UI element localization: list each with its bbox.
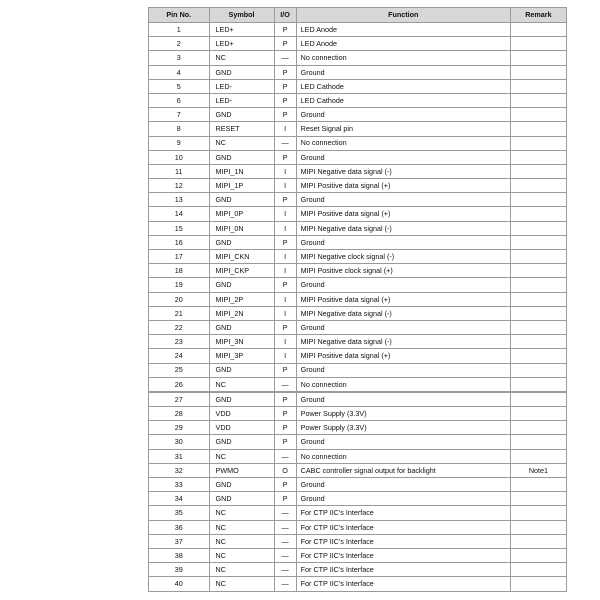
io-cell: P <box>274 93 296 107</box>
pin-number-cell: 36 <box>149 520 210 534</box>
table-row <box>149 449 567 463</box>
symbol-cell: LED+ <box>209 37 274 51</box>
table-row <box>149 363 567 377</box>
function-cell: LED Cathode <box>296 79 510 93</box>
remark-cell <box>510 150 566 164</box>
table-row <box>149 421 567 435</box>
io-cell: P <box>274 37 296 51</box>
function-cell: Ground <box>296 435 510 449</box>
symbol-cell: VDD <box>209 421 274 435</box>
function-cell: Ground <box>296 193 510 207</box>
io-cell: — <box>274 577 296 591</box>
pin-number-cell: 34 <box>149 492 210 506</box>
function-cell: MIPI Negative data signal (-) <box>296 221 510 235</box>
table-row <box>149 278 567 292</box>
symbol-cell: MIPI_2P <box>209 292 274 306</box>
pin-number-cell: 27 <box>149 392 210 407</box>
symbol-cell: NC <box>209 520 274 534</box>
io-cell: P <box>274 235 296 249</box>
function-cell: MIPI Negative clock signal (-) <box>296 250 510 264</box>
symbol-cell: MIPI_3N <box>209 335 274 349</box>
function-cell: No connection <box>296 51 510 65</box>
symbol-cell: NC <box>209 563 274 577</box>
pin-number-cell: 5 <box>149 79 210 93</box>
remark-cell <box>510 435 566 449</box>
function-cell: MIPI Negative data signal (-) <box>296 335 510 349</box>
remark-cell <box>510 278 566 292</box>
table-row <box>149 349 567 363</box>
table-row <box>149 179 567 193</box>
symbol-cell: MIPI_3P <box>209 349 274 363</box>
pin-number-cell: 30 <box>149 435 210 449</box>
table-body <box>149 23 567 592</box>
function-cell: MIPI Positive data signal (+) <box>296 292 510 306</box>
table-row <box>149 150 567 164</box>
remark-cell <box>510 548 566 562</box>
function-cell: No connection <box>296 377 510 392</box>
table-row <box>149 51 567 65</box>
table-row <box>149 563 567 577</box>
function-cell: Ground <box>296 478 510 492</box>
function-cell: LED Cathode <box>296 93 510 107</box>
table-row <box>149 193 567 207</box>
table-row <box>149 548 567 562</box>
symbol-cell: GND <box>209 193 274 207</box>
function-cell: LED Anode <box>296 23 510 37</box>
symbol-cell: MIPI_1P <box>209 179 274 193</box>
table-row <box>149 306 567 320</box>
table-row <box>149 335 567 349</box>
pin-assignment-table <box>148 7 567 592</box>
pin-number-cell: 23 <box>149 335 210 349</box>
remark-cell <box>510 164 566 178</box>
pin-number-cell: 16 <box>149 235 210 249</box>
remark-cell <box>510 335 566 349</box>
table-row <box>149 136 567 150</box>
table-row <box>149 23 567 37</box>
symbol-cell: GND <box>209 278 274 292</box>
io-cell: P <box>274 108 296 122</box>
io-cell: P <box>274 363 296 377</box>
symbol-cell: MIPI_2N <box>209 306 274 320</box>
io-cell: — <box>274 506 296 520</box>
remark-cell <box>510 108 566 122</box>
symbol-cell: GND <box>209 392 274 407</box>
io-cell: O <box>274 463 296 477</box>
pin-number-cell: 13 <box>149 193 210 207</box>
table-header-row <box>149 8 567 23</box>
table-row <box>149 122 567 136</box>
pin-number-cell: 1 <box>149 23 210 37</box>
symbol-cell: GND <box>209 363 274 377</box>
pin-number-cell: 21 <box>149 306 210 320</box>
remark-cell <box>510 207 566 221</box>
table-row <box>149 407 567 421</box>
table-row <box>149 577 567 591</box>
io-cell: P <box>274 392 296 407</box>
pin-number-cell: 6 <box>149 93 210 107</box>
symbol-cell: NC <box>209 51 274 65</box>
function-cell: Ground <box>296 65 510 79</box>
io-cell: — <box>274 449 296 463</box>
symbol-cell: MIPI_0N <box>209 221 274 235</box>
function-cell: Power Supply (3.3V) <box>296 407 510 421</box>
remark-cell <box>510 320 566 334</box>
io-cell: P <box>274 421 296 435</box>
remark-cell <box>510 51 566 65</box>
io-cell: P <box>274 65 296 79</box>
symbol-cell: GND <box>209 435 274 449</box>
io-cell: — <box>274 377 296 392</box>
pin-number-cell: 25 <box>149 363 210 377</box>
io-cell: P <box>274 478 296 492</box>
remark-cell <box>510 421 566 435</box>
io-cell: — <box>274 136 296 150</box>
symbol-cell: MIPI_CKP <box>209 264 274 278</box>
symbol-cell: GND <box>209 478 274 492</box>
remark-cell <box>510 534 566 548</box>
symbol-cell: MIPI_1N <box>209 164 274 178</box>
symbol-cell: PWMO <box>209 463 274 477</box>
remark-cell <box>510 478 566 492</box>
io-cell: P <box>274 492 296 506</box>
remark-cell <box>510 506 566 520</box>
pin-assignment-table-container <box>148 7 567 592</box>
remark-cell <box>510 37 566 51</box>
symbol-cell: LED+ <box>209 23 274 37</box>
io-cell: I <box>274 250 296 264</box>
remark-cell <box>510 93 566 107</box>
io-cell: I <box>274 335 296 349</box>
function-cell: MIPI Negative data signal (-) <box>296 306 510 320</box>
function-cell: No connection <box>296 449 510 463</box>
table-row <box>149 65 567 79</box>
table-row <box>149 108 567 122</box>
io-cell: I <box>274 207 296 221</box>
pin-number-cell: 4 <box>149 65 210 79</box>
table-row <box>149 264 567 278</box>
io-cell: I <box>274 179 296 193</box>
io-cell: — <box>274 520 296 534</box>
remark-cell <box>510 492 566 506</box>
pin-number-cell: 8 <box>149 122 210 136</box>
function-cell: For CTP IIC's Interface <box>296 577 510 591</box>
pin-number-cell: 22 <box>149 320 210 334</box>
pin-number-cell: 11 <box>149 164 210 178</box>
symbol-cell: NC <box>209 449 274 463</box>
header-symbol: Symbol <box>209 8 274 23</box>
symbol-cell: NC <box>209 506 274 520</box>
header-remark: Remark <box>510 8 566 23</box>
symbol-cell: NC <box>209 548 274 562</box>
table-row <box>149 392 567 407</box>
io-cell: — <box>274 563 296 577</box>
symbol-cell: MIPI_CKN <box>209 250 274 264</box>
remark-cell <box>510 363 566 377</box>
pin-number-cell: 18 <box>149 264 210 278</box>
pin-number-cell: 10 <box>149 150 210 164</box>
remark-cell <box>510 292 566 306</box>
pin-number-cell: 14 <box>149 207 210 221</box>
remark-cell <box>510 392 566 407</box>
function-cell: Ground <box>296 492 510 506</box>
table-row <box>149 250 567 264</box>
io-cell: I <box>274 349 296 363</box>
function-cell: Ground <box>296 235 510 249</box>
pin-number-cell: 40 <box>149 577 210 591</box>
table-row <box>149 435 567 449</box>
pin-number-cell: 24 <box>149 349 210 363</box>
function-cell: For CTP IIC's Interface <box>296 506 510 520</box>
io-cell: I <box>274 122 296 136</box>
remark-cell <box>510 250 566 264</box>
function-cell: Ground <box>296 392 510 407</box>
symbol-cell: GND <box>209 235 274 249</box>
table-row <box>149 463 567 477</box>
table-row <box>149 164 567 178</box>
pin-number-cell: 2 <box>149 37 210 51</box>
function-cell: LED Anode <box>296 37 510 51</box>
pin-number-cell: 35 <box>149 506 210 520</box>
function-cell: For CTP IIC's Interface <box>296 563 510 577</box>
table-row <box>149 221 567 235</box>
io-cell: P <box>274 435 296 449</box>
symbol-cell: MIPI_0P <box>209 207 274 221</box>
io-cell: P <box>274 320 296 334</box>
symbol-cell: NC <box>209 136 274 150</box>
io-cell: P <box>274 278 296 292</box>
io-cell: P <box>274 23 296 37</box>
pin-number-cell: 3 <box>149 51 210 65</box>
function-cell: MIPI Positive data signal (+) <box>296 179 510 193</box>
table-row <box>149 520 567 534</box>
function-cell: No connection <box>296 136 510 150</box>
remark-cell <box>510 235 566 249</box>
function-cell: For CTP IIC's Interface <box>296 534 510 548</box>
table-row <box>149 320 567 334</box>
table-row <box>149 207 567 221</box>
function-cell: MIPI Positive data signal (+) <box>296 349 510 363</box>
function-cell: MIPI Positive data signal (+) <box>296 207 510 221</box>
remark-cell <box>510 179 566 193</box>
function-cell: Ground <box>296 320 510 334</box>
io-cell: I <box>274 264 296 278</box>
pin-number-cell: 15 <box>149 221 210 235</box>
symbol-cell: NC <box>209 377 274 392</box>
io-cell: P <box>274 193 296 207</box>
function-cell: MIPI Negative data signal (-) <box>296 164 510 178</box>
pin-number-cell: 37 <box>149 534 210 548</box>
remark-cell <box>510 563 566 577</box>
remark-cell <box>510 65 566 79</box>
pin-number-cell: 33 <box>149 478 210 492</box>
pin-number-cell: 17 <box>149 250 210 264</box>
table-row <box>149 37 567 51</box>
symbol-cell: LED- <box>209 93 274 107</box>
pin-number-cell: 20 <box>149 292 210 306</box>
remark-cell <box>510 23 566 37</box>
pin-number-cell: 32 <box>149 463 210 477</box>
table-row <box>149 377 567 392</box>
symbol-cell: NC <box>209 577 274 591</box>
table-row <box>149 478 567 492</box>
table-row <box>149 534 567 548</box>
remark-cell <box>510 122 566 136</box>
io-cell: I <box>274 292 296 306</box>
header-function: Function <box>296 8 510 23</box>
table-row <box>149 79 567 93</box>
pin-number-cell: 29 <box>149 421 210 435</box>
remark-cell <box>510 264 566 278</box>
header-pin-no: Pin No. <box>149 8 210 23</box>
remark-cell <box>510 306 566 320</box>
symbol-cell: NC <box>209 534 274 548</box>
pin-number-cell: 39 <box>149 563 210 577</box>
pin-number-cell: 38 <box>149 548 210 562</box>
pin-number-cell: 19 <box>149 278 210 292</box>
table-row <box>149 506 567 520</box>
pin-number-cell: 28 <box>149 407 210 421</box>
symbol-cell: RESET <box>209 122 274 136</box>
function-cell: MIPI Positive clock signal (+) <box>296 264 510 278</box>
remark-cell: Note1 <box>510 463 566 477</box>
remark-cell <box>510 79 566 93</box>
function-cell: Ground <box>296 363 510 377</box>
io-cell: — <box>274 534 296 548</box>
remark-cell <box>510 221 566 235</box>
remark-cell <box>510 577 566 591</box>
table-row <box>149 93 567 107</box>
pin-number-cell: 26 <box>149 377 210 392</box>
remark-cell <box>510 407 566 421</box>
remark-cell <box>510 377 566 392</box>
pin-number-cell: 12 <box>149 179 210 193</box>
remark-cell <box>510 520 566 534</box>
remark-cell <box>510 449 566 463</box>
symbol-cell: GND <box>209 320 274 334</box>
header-io: I/O <box>274 8 296 23</box>
function-cell: Ground <box>296 108 510 122</box>
io-cell: I <box>274 164 296 178</box>
function-cell: For CTP IIC's Interface <box>296 548 510 562</box>
symbol-cell: GND <box>209 108 274 122</box>
symbol-cell: GND <box>209 65 274 79</box>
remark-cell <box>510 193 566 207</box>
io-cell: P <box>274 79 296 93</box>
io-cell: P <box>274 150 296 164</box>
io-cell: — <box>274 548 296 562</box>
table-row <box>149 292 567 306</box>
function-cell: CABC controller signal output for backlight <box>296 463 510 477</box>
pin-number-cell: 31 <box>149 449 210 463</box>
function-cell: Power Supply (3.3V) <box>296 421 510 435</box>
io-cell: — <box>274 51 296 65</box>
function-cell: For CTP IIC's Interface <box>296 520 510 534</box>
table-row <box>149 235 567 249</box>
function-cell: Ground <box>296 278 510 292</box>
io-cell: I <box>274 306 296 320</box>
symbol-cell: GND <box>209 150 274 164</box>
function-cell: Ground <box>296 150 510 164</box>
pin-number-cell: 9 <box>149 136 210 150</box>
pin-number-cell: 7 <box>149 108 210 122</box>
symbol-cell: LED- <box>209 79 274 93</box>
io-cell: I <box>274 221 296 235</box>
symbol-cell: GND <box>209 492 274 506</box>
remark-cell <box>510 136 566 150</box>
io-cell: P <box>274 407 296 421</box>
table-row <box>149 492 567 506</box>
symbol-cell: VDD <box>209 407 274 421</box>
function-cell: Reset Signal pin <box>296 122 510 136</box>
remark-cell <box>510 349 566 363</box>
